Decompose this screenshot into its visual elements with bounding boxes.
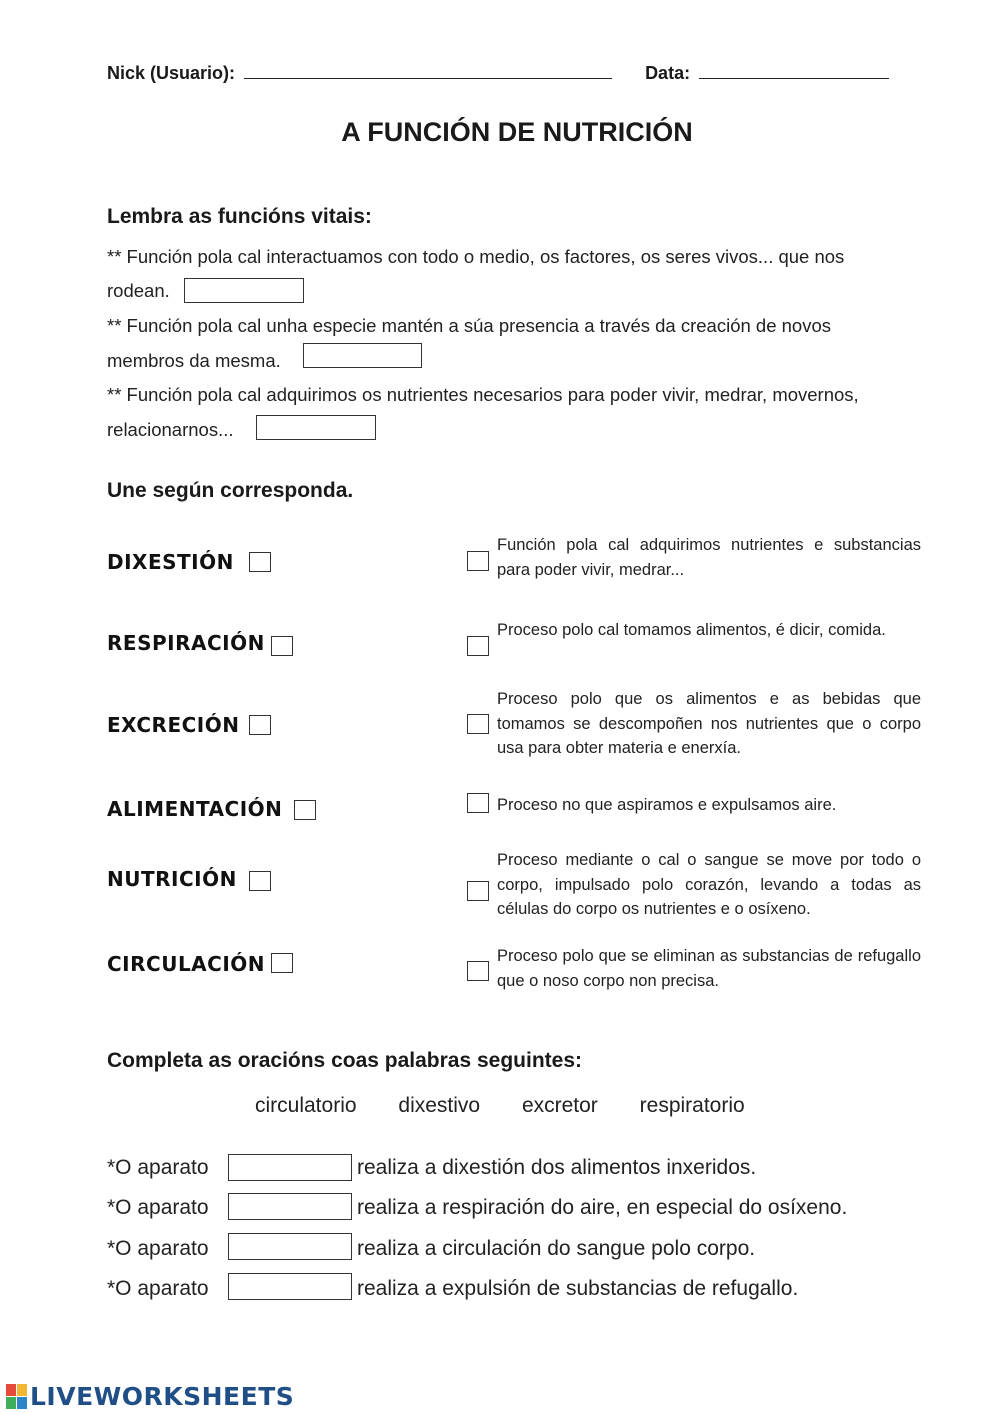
vital-item-3-line1: ** Función pola cal adquirimos os nutrientes necesarios para poder vivir, medrar, movernos, — [107, 384, 859, 405]
definition-6: Proceso polo que se eliminan as substancias de refugallo que o noso corpo non precisa. — [497, 947, 921, 990]
definition-2: Proceso polo cal tomamos alimentos, é dicir, comida. — [497, 621, 886, 639]
sentence-3-answer[interactable] — [228, 1233, 352, 1260]
sentence-1-answer[interactable] — [228, 1154, 352, 1181]
header-row — [107, 60, 907, 84]
sentence-3-prefix: *O aparato — [107, 1237, 209, 1260]
word-bank-item: respiratorio — [639, 1094, 745, 1117]
sentence-4-answer[interactable] — [228, 1273, 352, 1300]
sentence-4-suffix: realiza a expulsión de substancias de refugallo. — [357, 1277, 799, 1300]
nick-field[interactable] — [244, 60, 612, 79]
vital-item-1-line2: rodean. — [107, 280, 170, 301]
definition-4-checkbox[interactable] — [467, 793, 489, 813]
vital-item-3-line2: relacionarnos... — [107, 419, 234, 440]
sentence-1-prefix: *O aparato — [107, 1156, 209, 1179]
definition-6-checkbox[interactable] — [467, 961, 489, 981]
date-label: Data: — [645, 63, 691, 83]
definition-3-checkbox[interactable] — [467, 714, 489, 734]
page-title: A FUNCIÓN DE NUTRICIÓN — [341, 117, 693, 147]
liveworksheets-logo — [6, 1381, 294, 1411]
definition-1-checkbox[interactable] — [467, 551, 489, 571]
sentence-4-prefix: *O aparato — [107, 1277, 209, 1300]
term-circulacion-checkbox[interactable] — [271, 953, 293, 973]
term-dixestion-checkbox[interactable] — [249, 552, 271, 572]
section3-heading: Completa as oracións coas palabras seguintes: — [107, 1049, 583, 1072]
sentence-2-prefix: *O aparato — [107, 1196, 209, 1219]
word-bank-item: dixestivo — [398, 1094, 481, 1117]
word-bank — [255, 1094, 745, 1118]
definition-5-checkbox[interactable] — [467, 881, 489, 901]
brand-name: LIVEWORKSHEETS — [30, 1381, 295, 1411]
vital-item-2-line2: membros da mesma. — [107, 350, 281, 371]
term-circulacion: CIRCULACIÓN — [107, 952, 266, 976]
definition-5: Proceso mediante o cal o sangue se move por todo o corpo, impulsado polo corazón, levando a todas as células do corpo os nutrientes e o osíxeno. — [497, 851, 921, 918]
vital-answer-1[interactable] — [184, 278, 304, 303]
sentence-2-answer[interactable] — [228, 1193, 352, 1220]
word-bank-item: excretor — [521, 1094, 598, 1117]
term-alimentacion-checkbox[interactable] — [294, 800, 316, 820]
definition-2-checkbox[interactable] — [467, 636, 489, 656]
term-respiracion-checkbox[interactable] — [271, 636, 293, 656]
nick-label: Nick (Usuario): — [107, 63, 236, 83]
definition-4: Proceso no que aspiramos e expulsamos aire. — [497, 796, 837, 814]
word-bank-item: circulatorio — [255, 1094, 357, 1117]
term-respiracion: RESPIRACIÓN — [107, 631, 265, 655]
vital-item-1-line1: ** Función pola cal interactuamos con todo o medio, os factores, os seres vivos... que nos — [107, 246, 845, 267]
term-excrecion-checkbox[interactable] — [249, 715, 271, 735]
term-alimentacion: ALIMENTACIÓN — [107, 797, 283, 821]
term-nutricion: NUTRICIÓN — [107, 867, 237, 891]
section1-heading: Lembra as funcións vitais: — [107, 205, 372, 228]
term-excrecion: EXCRECIÓN — [107, 713, 240, 737]
vital-answer-3[interactable] — [256, 415, 376, 440]
logo-blocks-icon — [6, 1384, 27, 1409]
definition-1: Función pola cal adquirimos nutrientes e substancias para poder vivir, medrar... — [497, 536, 921, 579]
vital-item-2-line1: ** Función pola cal unha especie mantén a súa presencia a través da creación de novos — [107, 315, 832, 336]
vital-answer-2[interactable] — [303, 343, 422, 368]
term-nutricion-checkbox[interactable] — [249, 871, 271, 891]
sentence-3-suffix: realiza a circulación do sangue polo corpo. — [357, 1237, 756, 1260]
definition-3: Proceso polo que os alimentos e as bebidas que tomamos se descompoñen nos nutrientes que o corpo usa para obter materia e enerxía. — [497, 690, 921, 757]
date-field[interactable] — [699, 60, 889, 79]
sentence-2-suffix: realiza a respiración do aire, en especial do osíxeno. — [357, 1196, 848, 1219]
sentence-1-suffix: realiza a dixestión dos alimentos inxeridos. — [357, 1156, 757, 1179]
section2-heading: Une según corresponda. — [107, 479, 354, 502]
term-dixestion: DIXESTIÓN — [107, 550, 234, 574]
